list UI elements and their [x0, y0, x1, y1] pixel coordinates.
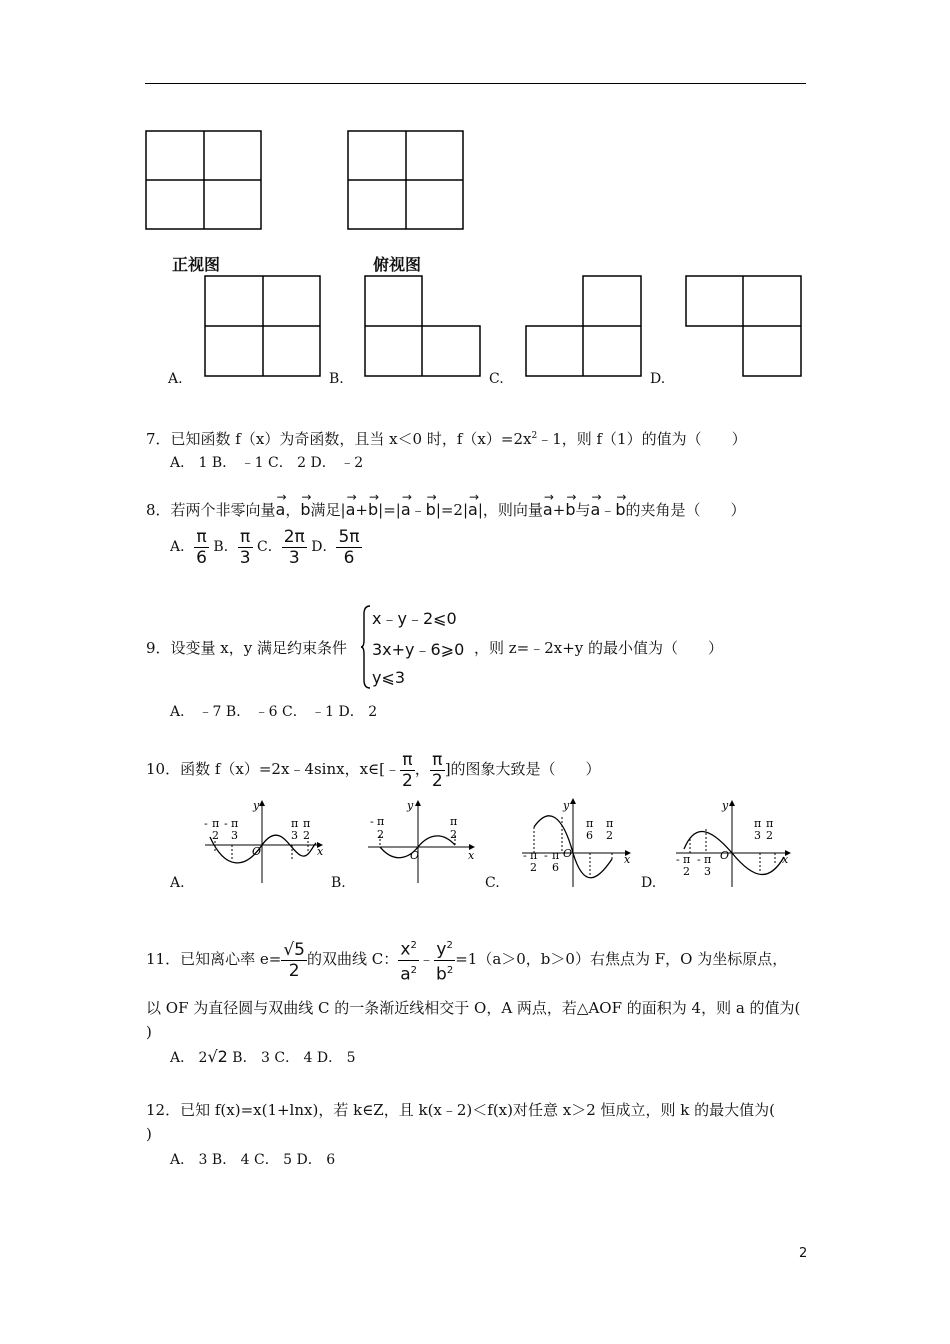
graph-b — [368, 799, 475, 883]
gc-two-2: 2 — [530, 861, 537, 874]
ga-y: y — [253, 799, 260, 812]
q8-options[interactable]: A． $\frac{\pi}{6}$ B． $\frac{\pi}{3}$ C． $\frac{2\pi}{3}$ D． $\frac{5\pi}{6}$ — [170, 526, 360, 568]
gd-minus-1: - — [676, 853, 680, 866]
gd-pi-1: π — [754, 817, 762, 830]
q9-brace — [360, 604, 372, 690]
q11-line2: 以 OF 为直径圆与双曲线 C 的一条渐近线相交于 O，A 两点，若△AOF 的面积为 4，则 a 的值为( — [146, 999, 801, 1017]
q8-stem: 8．若两个非零向量→ a，→ b满足|→ a+→ b|=|→ a﹣→ b|=2|→ a|，则向量→ a+→ b与→ a﹣→ b的夹角是（ ） — [146, 500, 745, 520]
top-view-label: 俯视图 — [373, 255, 422, 274]
gc-pi-1: π — [586, 817, 594, 830]
frac-pi-6: $\frac{\pi}{6}$ — [196, 526, 207, 568]
gd-three-1: 3 — [754, 829, 761, 842]
graph-a — [204, 799, 324, 883]
q6-option-a[interactable]: A. — [168, 371, 183, 387]
gc-six-2: 6 — [552, 861, 559, 874]
gd-x: x — [782, 853, 789, 866]
q6-option-b[interactable]: B. — [329, 371, 344, 387]
q11-options[interactable]: A． 2√2 B． 3 C． 4 D． 5 — [170, 1047, 356, 1066]
frac-5pi-6: $\frac{5\pi}{6}$ — [338, 526, 360, 568]
graph-d — [676, 799, 790, 887]
q12-options[interactable]: A． 3 B． 4 C． 5 D． 6 — [170, 1152, 336, 1168]
gd-y: y — [722, 799, 729, 812]
gd-pi-2: π — [766, 817, 774, 830]
q9-constraint-1: x﹣y﹣2⩽0 — [372, 609, 457, 628]
gb-pi-2: π — [450, 815, 458, 828]
gc-y: y — [563, 799, 570, 812]
gc-two-1: 2 — [606, 829, 613, 842]
gc-origin: O — [563, 847, 573, 860]
gc-x: x — [624, 853, 631, 866]
ga-three-2: 3 — [291, 829, 298, 842]
q9-constraint-2: 3x+y﹣6⩾0 — [372, 640, 465, 659]
gc-pi-3: π — [530, 849, 538, 862]
q12-line1: 12．已知 f(x)=x(1+lnx)，若 k∈Z，且 k(x﹣2)＜f(x)对任意 x＞2 恒成立，则 k 的最大值为( — [146, 1101, 776, 1119]
q6-option-c[interactable]: C. — [489, 371, 504, 387]
gb-x: x — [468, 849, 475, 862]
q10-option-b[interactable]: B. — [331, 875, 346, 891]
page-number: 2 — [799, 1246, 808, 1261]
q9-constraint-3: y⩽3 — [372, 668, 406, 687]
q9-stem-2: ，则 z=﹣2x+y 的最小值为（ ） — [474, 639, 724, 657]
q11-line3: ) — [146, 1023, 152, 1041]
ga-pi-2: π — [231, 817, 239, 830]
gc-minus-2: - — [544, 849, 548, 862]
gd-three-2: 3 — [704, 865, 711, 878]
ga-two-1: 2 — [212, 829, 219, 842]
gd-two-2: 2 — [683, 865, 690, 878]
q10-graphs — [0, 795, 950, 895]
frac-2pi-3: $\frac{2\pi}{3}$ — [283, 526, 305, 568]
ga-minus-2: - — [224, 817, 228, 830]
q9-stem-1: 9．设变量 x，y 满足约束条件 — [146, 639, 348, 657]
gb-y: y — [407, 799, 414, 812]
gb-two-2: 2 — [450, 828, 457, 841]
gb-minus: - — [370, 815, 374, 828]
ga-two-2: 2 — [303, 829, 310, 842]
graph-c — [522, 799, 631, 887]
q6-option-d[interactable]: D. — [650, 371, 666, 387]
gc-pi-4: π — [552, 849, 560, 862]
frac-pi-3: $\frac{\pi}{3}$ — [239, 526, 251, 568]
ga-origin: O — [252, 845, 262, 858]
gd-two-1: 2 — [766, 829, 773, 842]
gc-minus-1: - — [523, 849, 527, 862]
gd-pi-3: π — [683, 853, 691, 866]
q12-line2: ) — [146, 1125, 152, 1143]
ga-pi-1: π — [212, 817, 220, 830]
ga-pi-4: π — [303, 817, 311, 830]
q10-stem: 10．函数 f（x）=2x﹣4sinx，x∈[﹣ $\frac{\pi}{2}$ ， $\frac{\pi}{2}$ ]的图象大致是（ ） — [146, 749, 601, 791]
gb-two-1: 2 — [377, 828, 384, 841]
front-view-label: 正视图 — [172, 255, 221, 274]
ga-pi-3: π — [291, 817, 299, 830]
q10-option-a[interactable]: A. — [170, 875, 185, 891]
gd-origin: O — [720, 849, 730, 862]
ga-three-1: 3 — [231, 829, 238, 842]
gd-pi-4: π — [704, 853, 712, 866]
gc-six-1: 6 — [586, 829, 593, 842]
three-view-figures — [0, 0, 950, 400]
gc-pi-2: π — [606, 817, 614, 830]
ga-x: x — [317, 845, 324, 858]
q9-options[interactable]: A． ﹣7 B． ﹣6 C． ﹣1 D． 2 — [170, 704, 378, 720]
q10-option-c[interactable]: C. — [485, 875, 500, 891]
q7-stem: 7．已知函数 f（x）为奇函数，且当 x＜0 时，$f(x)=2x^2﹣1$，则 f（1）的值为（ ） — [146, 430, 747, 448]
q7-options[interactable]: A． 1 B． ﹣1 C． 2 D． ﹣2 — [170, 455, 364, 471]
gb-origin: O — [410, 849, 420, 862]
q11-stem: 11．已知离心率 e= $\frac{√5}{2}$ 的双曲线 C： $\frac{x^2}{a^2}$ ﹣ $\frac{y^2}{b^2}$ =1（a＞0，b＞0）右焦点为 F，O 为坐标原点， — [146, 936, 787, 984]
gd-minus-2: - — [697, 853, 701, 866]
ga-minus-1: - — [204, 817, 208, 830]
q10-option-d[interactable]: D. — [641, 875, 657, 891]
gb-pi-1: π — [377, 815, 385, 828]
